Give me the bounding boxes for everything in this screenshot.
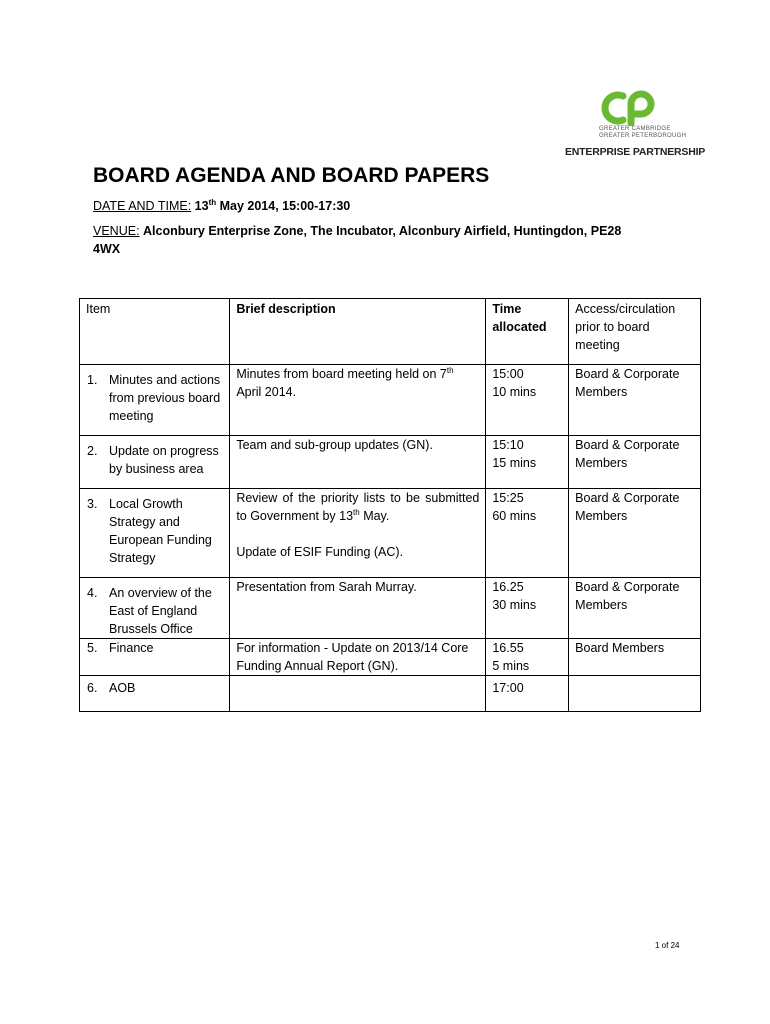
description-cell: Presentation from Sarah Murray.: [230, 578, 486, 639]
access-cell: Board & Corporate Members: [569, 489, 701, 578]
access-cell: Board Members: [569, 639, 701, 676]
page-title: BOARD AGENDA AND BOARD PAPERS: [93, 164, 490, 187]
venue-value-line2: 4WX: [93, 242, 121, 256]
time-cell: 15:25 60 mins: [486, 489, 569, 578]
table-row: [80, 436, 701, 489]
time-cell: 16.25 30 mins: [486, 578, 569, 639]
access-cell: [569, 676, 701, 712]
venue-line: [93, 224, 621, 238]
access-cell: Board & Corporate Members: [569, 578, 701, 639]
table-row: [80, 639, 701, 676]
logo-org-subtitle: GREATER CAMBRIDGE GREATER PETERBOROUGH: [599, 126, 687, 139]
cp-logo-mark-icon: [597, 90, 657, 126]
description-cell: [230, 676, 486, 712]
item-cell: 4. An overview of the East of England Brussels Office: [80, 578, 230, 639]
time-cell: 16.55 5 mins: [486, 639, 569, 676]
date-line: [93, 199, 350, 213]
item-cell: 5. Finance: [80, 639, 230, 676]
description-cell: Team and sub-group updates (GN).: [230, 436, 486, 489]
header-description: Brief description: [230, 299, 486, 365]
time-cell: 15:00 10 mins: [486, 365, 569, 436]
venue-value-line1: Alconbury Enterprise Zone, The Incubator, Alconbury Airfield, Huntingdon, PE28: [143, 224, 622, 238]
header-time: Time allocated: [486, 299, 569, 365]
time-cell: 15:10 15 mins: [486, 436, 569, 489]
item-cell: 2. Update on progress by business area: [80, 436, 230, 489]
table-row: [80, 489, 701, 578]
logo-org-name: ENTERPRISE PARTNERSHIP: [565, 146, 706, 158]
description-cell: For information - Update on 2013/14 Core Funding Annual Report (GN).: [230, 639, 486, 676]
header-item: Item: [80, 299, 230, 365]
item-cell: 3. Local Growth Strategy and European Funding Strategy: [80, 489, 230, 578]
description-cell: Review of the priority lists to be submitted to Government by 13th May. Update of ESIF Funding (AC).: [230, 489, 486, 578]
org-logo: [565, 90, 706, 162]
page-number: 1 of 24: [655, 941, 680, 950]
item-cell: 1. Minutes and actions from previous board meeting: [80, 365, 230, 436]
date-label: DATE AND TIME:: [93, 199, 192, 213]
item-cell: 6. AOB: [80, 676, 230, 712]
access-cell: Board & Corporate Members: [569, 365, 701, 436]
table-header-row: [80, 299, 701, 365]
description-cell: Minutes from board meeting held on 7th April 2014.: [230, 365, 486, 436]
date-value: 13th May 2014, 15:00-17:30: [194, 197, 351, 213]
table-row: [80, 676, 701, 712]
agenda-table: [79, 298, 701, 712]
table-row: [80, 365, 701, 436]
time-cell: 17:00: [486, 676, 569, 712]
venue-label: VENUE:: [93, 224, 140, 238]
header-access: Access/circulation prior to board meeting: [569, 299, 701, 365]
table-row: [80, 578, 701, 639]
access-cell: Board & Corporate Members: [569, 436, 701, 489]
